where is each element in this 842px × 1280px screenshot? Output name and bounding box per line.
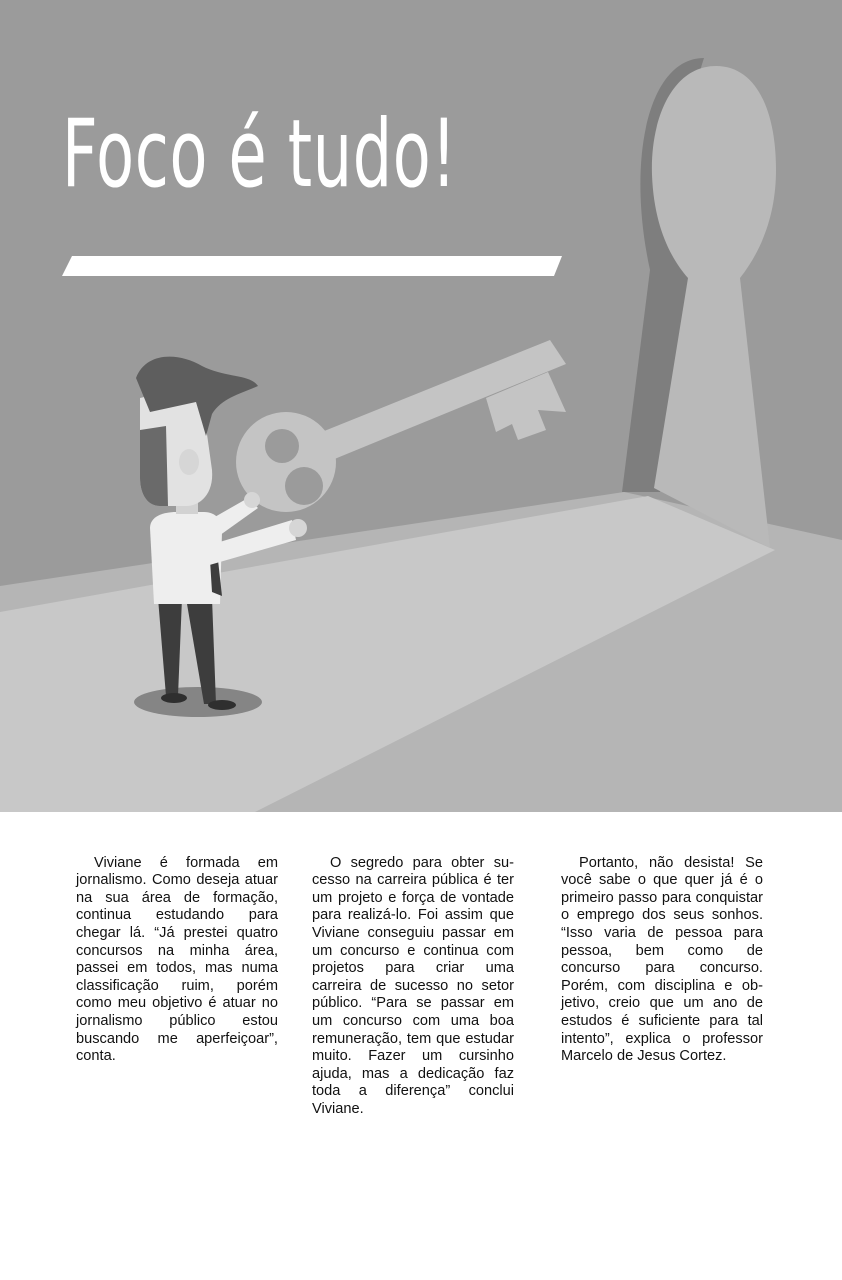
key-bow-hole-bottom xyxy=(285,467,323,505)
headline: Foco é tudo! xyxy=(62,100,457,209)
left-shoe xyxy=(161,693,187,703)
right-shoe xyxy=(208,700,236,710)
upper-hand xyxy=(244,492,260,508)
article-column-2: O segredo para obter sucesso na carreira pública é ter um projeto e força de vontade para realizá-lo. Foi assim que Viviane conseguiu passar em um concurso e continua com projetos para criar uma carreira de sucesso no setor público. “Para se passar em um concurso com uma boa remuneração, tem que estudar muito. Fazer um cursinho ajuda, mas a dedicação faz toda a diferença” conclui Viviane. xyxy=(312,854,514,1117)
article-column-1: Viviane é formada em jornalismo. Como deseja atuar na sua área de formação, continua estudando para chegar lá. “Já prestei quatro concursos na minha área, passei em todos, mas numa classificação ruim, porém como meu objetivo é atuar no jornalismo público estou buscando me aperfeiçoar”, conta. xyxy=(76,854,278,1065)
face-shade xyxy=(140,426,168,506)
ear xyxy=(179,449,199,475)
article-column-3: Portanto, não desista! Se você sabe o que quer já é o primeiro passo para conquistar o emprego dos seus sonhos. “Isso varia de pessoa para pessoa, bem como de concurso para concurso. Porém, com disciplina e objetivo, creio que um ano de estudos é suficiente para tal intento”, explica o professor Marcelo de Jesus Cortez. xyxy=(561,854,763,1065)
lower-hand xyxy=(289,519,307,537)
person-shadow xyxy=(134,687,262,717)
key-bow-hole-top xyxy=(265,429,299,463)
title-underline xyxy=(62,256,562,276)
